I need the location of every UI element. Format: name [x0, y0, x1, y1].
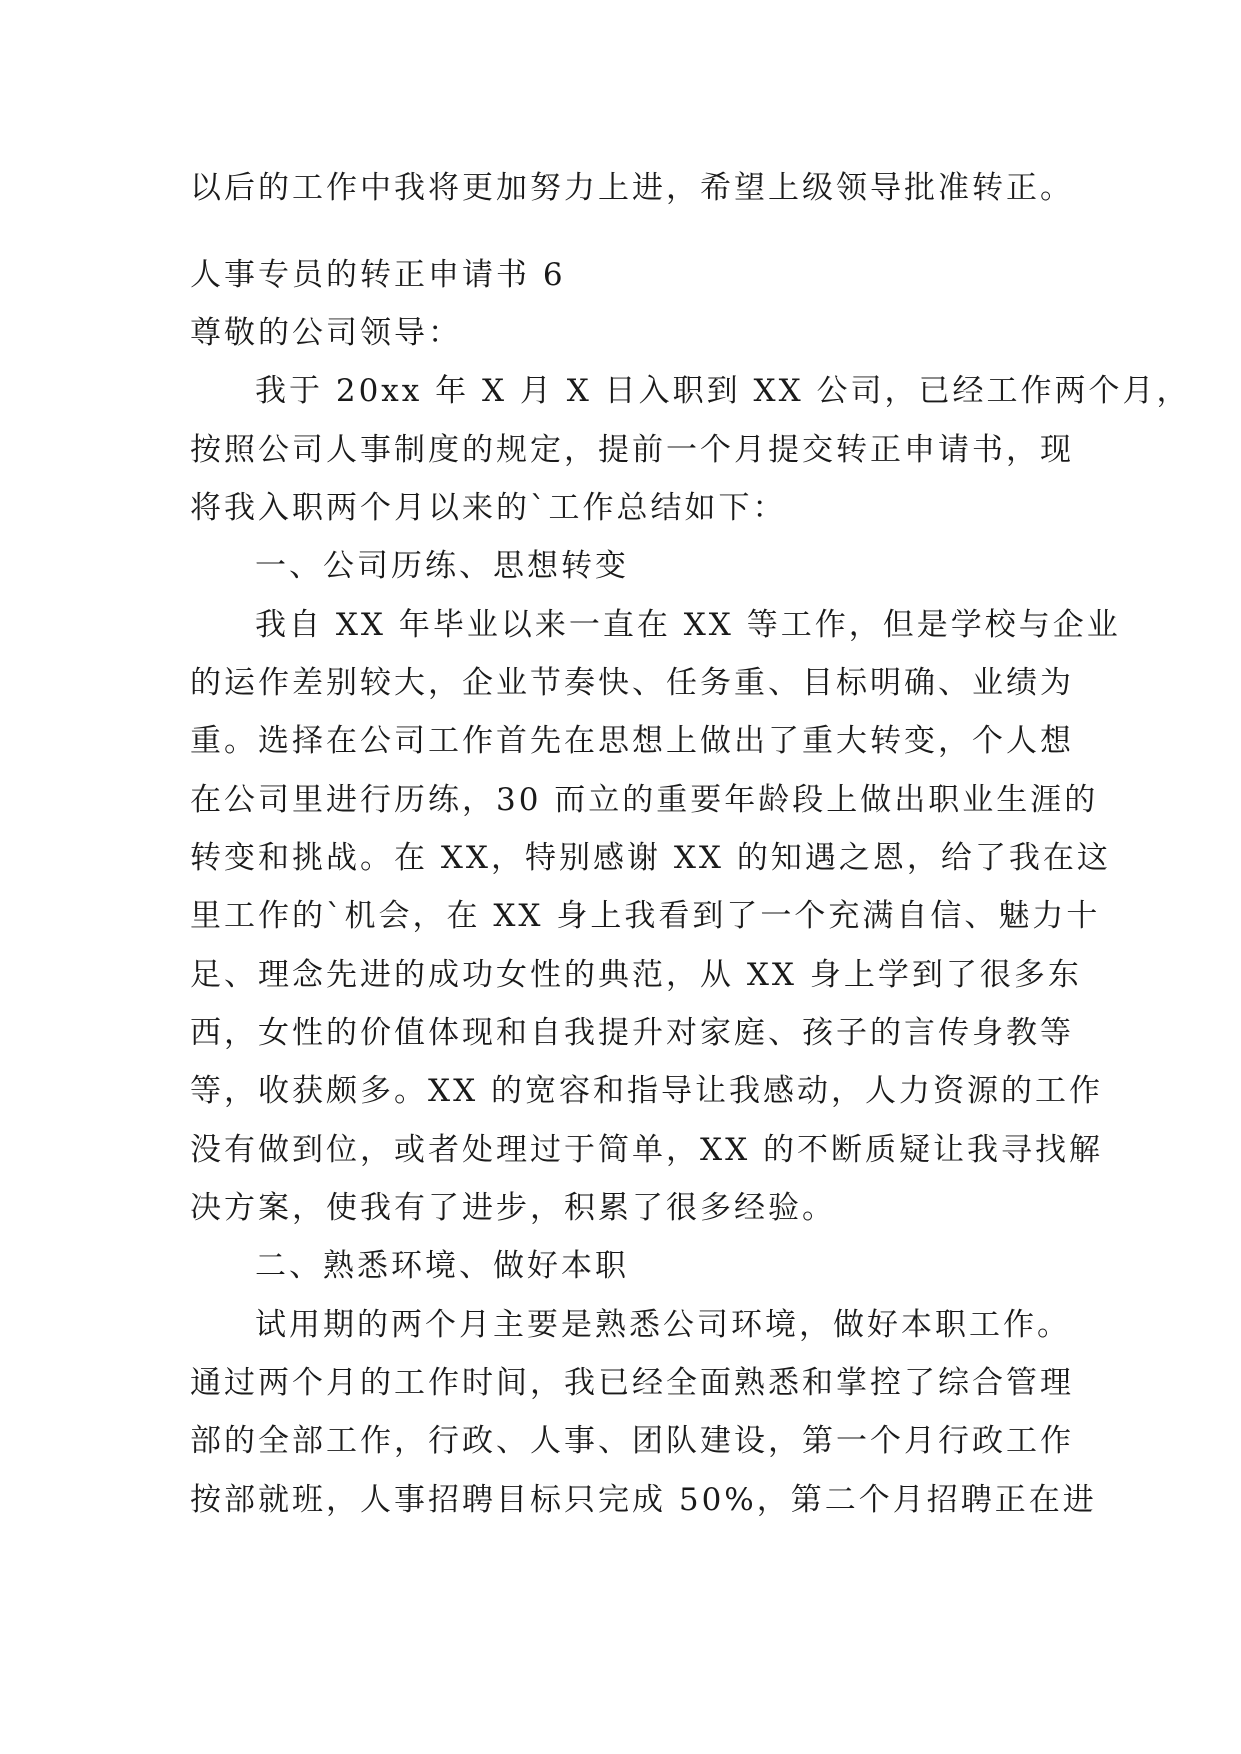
paragraph-line: 的运作差别较大，企业节奏快、任务重、目标明确、业绩为 — [190, 665, 1074, 701]
paragraph-line: 转变和挑战。在 XX，特别感谢 XX 的知遇之恩，给了我在这 — [190, 840, 1111, 876]
paragraph-line: 决方案，使我有了进步，积累了很多经验。 — [190, 1190, 836, 1226]
paragraph-line: 没有做到位，或者处理过于简单，XX 的不断质疑让我寻找解 — [190, 1132, 1103, 1168]
paragraph-line: 按部就班，人事招聘目标只完成 50%，第二个月招聘正在进 — [190, 1482, 1097, 1518]
paragraph-line: 部的全部工作，行政、人事、团队建设，第一个月行政工作 — [190, 1423, 1074, 1459]
section-title: 人事专员的转正申请书 6 — [190, 257, 566, 293]
paragraph-line: 我于 20xx 年 X 月 X 日入职到 XX 公司，已经工作两个月， — [255, 373, 1191, 409]
paragraph-line: 我自 XX 年毕业以来一直在 XX 等工作，但是学校与企业 — [255, 607, 1121, 643]
paragraph-line: 按照公司人事制度的规定，提前一个月提交转正申请书，现 — [190, 432, 1074, 468]
paragraph-line: 试用期的两个月主要是熟悉公司环境，做好本职工作。 — [255, 1307, 1071, 1343]
paragraph-line: 西，女性的价值体现和自我提升对家庭、孩子的言传身教等 — [190, 1015, 1074, 1051]
paragraph-line: 在公司里进行历练，30 而立的重要年龄段上做出职业生涯的 — [190, 782, 1099, 818]
paragraph-line: 等，收获颇多。XX 的宽容和指导让我感动，人力资源的工作 — [190, 1073, 1103, 1109]
paragraph-line: 通过两个月的工作时间，我已经全面熟悉和掌控了综合管理 — [190, 1365, 1074, 1401]
paragraph-line: 足、理念先进的成功女性的典范，从 XX 身上学到了很多东 — [190, 957, 1082, 993]
paragraph-line: 重。选择在公司工作首先在思想上做出了重大转变，个人想 — [190, 723, 1074, 759]
section-heading: 二、熟悉环境、做好本职 — [255, 1248, 629, 1284]
paragraph-line: 里工作的`机会，在 XX 身上我看到了一个充满自信、魅力十 — [190, 898, 1101, 934]
paragraph-line: 以后的工作中我将更加努力上进，希望上级领导批准转正。 — [190, 170, 1074, 206]
section-heading: 一、公司历练、思想转变 — [255, 548, 629, 584]
paragraph-line: 将我入职两个月以来的`工作总结如下： — [190, 490, 787, 526]
salutation: 尊敬的公司领导： — [190, 315, 462, 351]
